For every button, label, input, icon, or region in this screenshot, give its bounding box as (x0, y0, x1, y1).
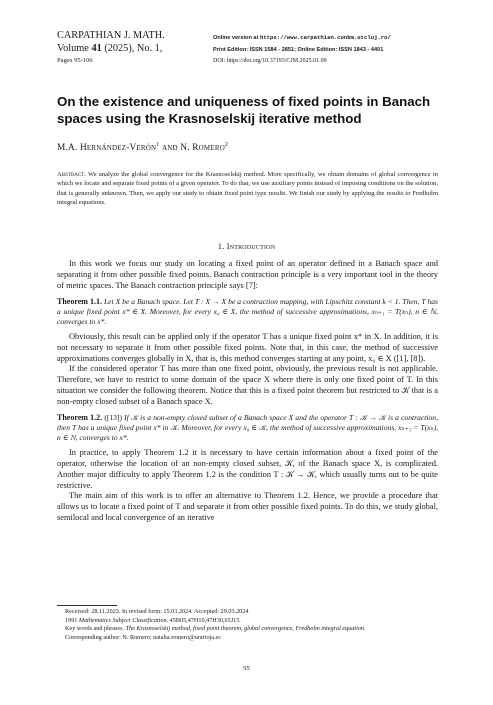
corresponding-author: Corresponding author: N. Romero; natalia.romero@unirioja.es (65, 633, 221, 641)
journal-url-link[interactable]: https://www.carpathian.cunbm.utcluj.ro/ (259, 34, 391, 41)
volume-line (57, 43, 165, 56)
author2-affiliation: 2 (224, 142, 229, 148)
section-heading (0, 242, 493, 251)
journal-header (57, 30, 165, 66)
author-line (57, 142, 437, 153)
msc-label: Mathematics Subject Classification. (78, 616, 169, 624)
author1-initials: M.A. (57, 143, 78, 154)
msc-year: 1991 (65, 616, 78, 624)
paragraph: Obviously, this result can be applied only if the operator T has a unique fixed point x* in X. In addition, it is not necessary to separate it from other possible fixed points. Note that, in this case, the method of successive approximations converges globally in X, that is, this method converges starting at any point, x₀ ∈ X ([1], [8]). (57, 331, 438, 363)
volume-rest: (2025), No. 1, (104, 42, 163, 54)
volume-number: 41 (91, 42, 102, 54)
paragraph: If the considered operator T has more than one fixed point, obviously, the previous result is not applicable. Therefore, we have to restrict to some domain of the space X where there is only one fixed point of T. In this situation we consider the following theorem. Notice that this is a fixed point theorem but restricted to 𝒦 that is a non-empty closed subset of a Banach space X. (57, 364, 438, 406)
paragraph: In practice, to apply Theorem 1.2 it is necessary to have certain information about a fixed point of the operator, otherwise the location of an non-empty closed subset, 𝒦, of the Banach space X, is complicated. Another major difficulty to apply Theorem 1.2 is the condition T : 𝒦 → 𝒦, which usually turns out to be quite restrictive. (57, 448, 438, 490)
abstract (57, 170, 438, 207)
author-and: and (162, 143, 178, 154)
section-number: 1. (217, 242, 225, 251)
page-range: Pages 95-106 (57, 57, 93, 64)
online-prefix: Online version at (213, 35, 259, 41)
footnotes (57, 608, 438, 642)
theorem-1-1 (57, 297, 438, 327)
author1-name: Hernández-Verón (79, 143, 157, 154)
volume-label: Volume (57, 42, 89, 54)
footnote-divider (57, 605, 117, 606)
theorem-citation: ([13]) (104, 412, 123, 422)
theorem-statement: If 𝒦 is a non-empty closed subset of a Banach space X and the operator T : 𝒦 → 𝒦 is a contraction, then T has a unique fixed point x* in 𝒦. Moreover, for every x₀ ∈ 𝒦, the method of successive approximations, xₙ₊₁ = T(xₙ), n ∈ ℕ, converges to x*. (57, 412, 438, 442)
author2-initials: N. (180, 143, 190, 154)
author2-name: Romero (192, 143, 225, 154)
body-text (57, 259, 438, 524)
received-dates: Received: 28.11.2023. In revised form: 15.03.2024. Accepted: 29.03.2024 (65, 608, 249, 615)
abstract-text: We analyze the global convergence for the Krasnoselskij method. More specifically, we obtain domains of global convergence in which we locate and separate fixed points of a given operator. To do that, we use auxiliary points instead of imposing conditions on the solution, that is generally unknown. Then, we apply our study to obtain fixed point type results. We finish our study by applying the results to Fredholm integral equations. (57, 171, 439, 206)
abstract-label: Abstract. (57, 171, 86, 178)
publication-info (213, 32, 391, 68)
doi-link[interactable]: DOI: https://doi.org/10.37193/CJM.2025.01.09 (213, 58, 327, 64)
journal-name: CARPATHIAN J. MATH. (57, 30, 165, 41)
issn-line: Print Edition: ISSN 1584 - 2851; Online Edition: ISSN 1843 - 4401 (213, 46, 384, 53)
keywords (57, 625, 438, 634)
theorem-1-2 (57, 413, 438, 443)
keywords-label: Key words and phrases. (65, 625, 125, 633)
msc-codes: 45B05,47H10,47H30,65J15. (169, 616, 241, 624)
author1-affiliation: 1 (156, 142, 160, 148)
msc-classification (57, 617, 438, 626)
paragraph: In this work we focus our study on locating a fixed point of an operator defined in a Banach space and separating it from other possible fixed points. Banach contraction principle is a very important tool in the theory of metric spaces. The Banach contraction principle says [7]: (57, 259, 438, 290)
paper-title: On the existence and uniqueness of fixed points in Banach spaces using the Krasnoselskij iterative method (57, 94, 431, 126)
keywords-text: The Krasnoselskij method, fixed point theorem, global convergence, Fredholm integral equation. (125, 625, 366, 633)
theorem-label: Theorem 1.2. (57, 412, 103, 422)
section-title: Introduction (226, 242, 276, 251)
theorem-statement: Let X be a Banach space. Let T : X → X be a contraction mapping, with Lipschitz constant k < 1. Then, T has a unique fixed point x* ∈ X. Moreover, for every x₀ ∈ X, the method of successive approximations, xₙ₊₁ = T(xₙ), n ∈ ℕ, converges to x*. (57, 296, 438, 326)
online-version (213, 32, 391, 45)
page-number: 95 (243, 665, 250, 672)
paragraph: The main aim of this work is to offer an alternative to Theorem 1.2. Hence, we provide a procedure that allows us to locate a fixed point of T and separate it from other possible fixed points. To do this, we study global, semilocal and local convergence of an iterative (57, 491, 438, 523)
theorem-label: Theorem 1.1. (57, 296, 102, 306)
